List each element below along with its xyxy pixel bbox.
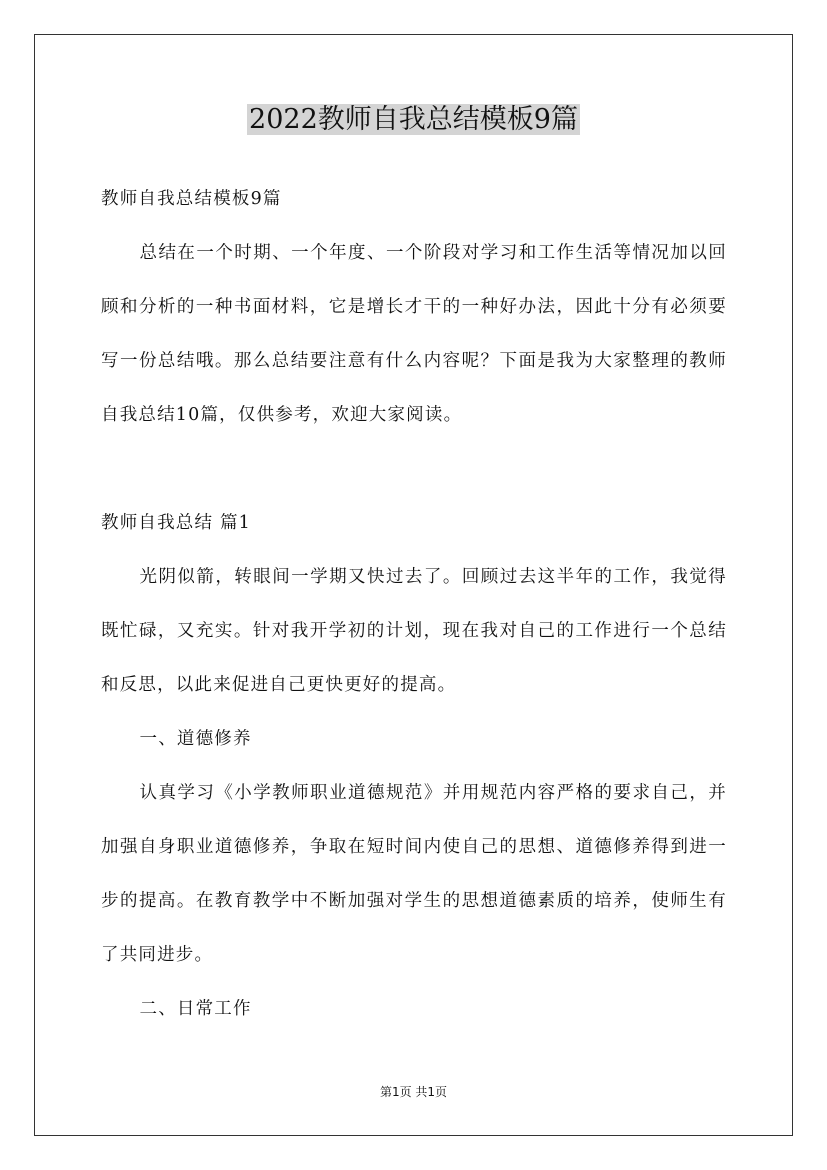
page-footer: 第1页 共1页 [379,1085,448,1099]
intro-paragraph: 总结在一个时期、一个年度、一个阶段对学习和工作生活等情况加以回顾和分析的一种书面材料，它是增长才干的一种好办法，因此十分有必须要写一份总结哦。那么总结要注意有什么内容呢？下面是我为大家整理的教师自我总结10篇，仅供参考，欢迎大家阅读。 [101,243,727,425]
blank-line [101,442,727,496]
body-paragraph: 光阴似箭，转眼间一学期又快过去了。回顾过去这半年的工作，我觉得既忙碌，又充实。针对我开学初的计划，现在我对自己的工作进行一个总结和反思，以此来促进自己更快更好的提高。 [101,567,727,695]
document-body [101,172,727,1036]
body-paragraph: 认真学习《小学教师职业道德规范》并用规范内容严格的要求自己，并加强自身职业道德修养，争取在短时间内使自己的思想、道德修养得到进一步的提高。在教育教学中不断加强对学生的思想道德素质的培养，使师生有了共同进步。 [101,783,727,965]
document-title-text: 2022教师自我总结模板9篇 [249,104,578,135]
section-heading: 教师自我总结 篇1 [101,513,251,533]
document-title [0,98,827,142]
subheading-daily-work: 二、日常工作 [139,999,252,1019]
subheading-moral: 一、道德修养 [139,729,252,749]
document-heading: 教师自我总结模板9篇 [101,189,282,209]
